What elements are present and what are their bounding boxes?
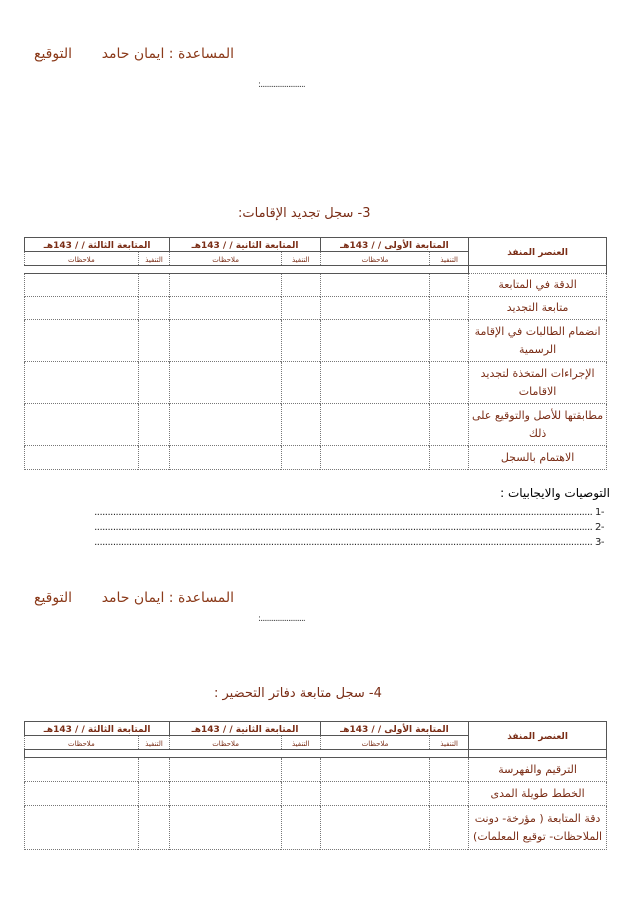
header-exec: التنفيذ xyxy=(430,252,469,266)
header-exec: التنفيذ xyxy=(281,736,320,750)
table-row: انضمام الطالبات في الإقامة الرسمية xyxy=(25,320,607,362)
header-notes: ملاحظات xyxy=(25,736,139,750)
header-followup-2: المتابعة الثانية / / 143هـ xyxy=(170,722,320,736)
header-notes: ملاحظات xyxy=(25,252,139,266)
signature-dots: ........................: xyxy=(258,80,305,90)
table-row: الخطط طويلة المدى xyxy=(25,782,607,806)
header-followup-2: المتابعة الثانية / / 143هـ xyxy=(170,238,320,252)
table-row: دقة المتابعة ( مؤرخة- دونت الملاحظات- توقيع المعلمات) xyxy=(25,806,607,850)
table-row: متابعة التجديد xyxy=(25,297,607,320)
header-followup-3: المتابعة الثالثة / / 143هـ xyxy=(25,722,170,736)
header-exec: التنفيذ xyxy=(281,252,320,266)
header-exec: التنفيذ xyxy=(430,736,469,750)
section3-table xyxy=(24,237,607,470)
header-followup-1: المتابعة الأولى / / 143هـ xyxy=(320,722,468,736)
section4-table xyxy=(24,721,607,850)
table-row: الاهتمام بالسجل xyxy=(25,446,607,470)
header-followup-1: المتابعة الأولى / / 143هـ xyxy=(320,238,468,252)
header-followup-3: المتابعة الثالثة / / 143هـ xyxy=(25,238,170,252)
assistant-name: المساعدة : ايمان حامد xyxy=(101,46,234,62)
signature-label-2: التوقيع xyxy=(34,590,72,606)
header-element: العنصر المنفذ xyxy=(469,722,607,750)
table-row: الدقة في المتابعة xyxy=(25,274,607,297)
header-exec: التنفيذ xyxy=(138,736,170,750)
table-row: مطابقتها للأصل والتوقيع على ذلك xyxy=(25,404,607,446)
recommendations-title: التوصيات والايجابيات : xyxy=(500,486,610,500)
header-notes: ملاحظات xyxy=(170,252,282,266)
header-exec: التنفيذ xyxy=(138,252,170,266)
header-notes: ملاحظات xyxy=(320,252,429,266)
recommendation-line-3: -3 .......................................................................................................................................................................................... xyxy=(94,537,604,548)
table-row: الإجراءات المتخذة لتجديد الاقامات xyxy=(25,362,607,404)
signature-label: التوقيع xyxy=(34,46,72,62)
assistant-name-2: المساعدة : ايمان حامد xyxy=(101,590,234,606)
header-element: العنصر المنفذ xyxy=(469,238,607,266)
section4-title: 4- سجل متابعة دفاتر التحضير : xyxy=(214,686,382,701)
section3-title: 3- سجل تجديد الإقامات: xyxy=(238,206,371,221)
table-row: الترقيم والفهرسة xyxy=(25,758,607,782)
recommendation-line-2: -2 .......................................................................................................................................................................................... xyxy=(94,522,604,533)
recommendation-line-1: -1 .......................................................................................................................................................................................... xyxy=(94,507,604,518)
header-notes: ملاحظات xyxy=(320,736,429,750)
signature-dots-2: ........................: xyxy=(258,614,305,624)
header-notes: ملاحظات xyxy=(170,736,282,750)
